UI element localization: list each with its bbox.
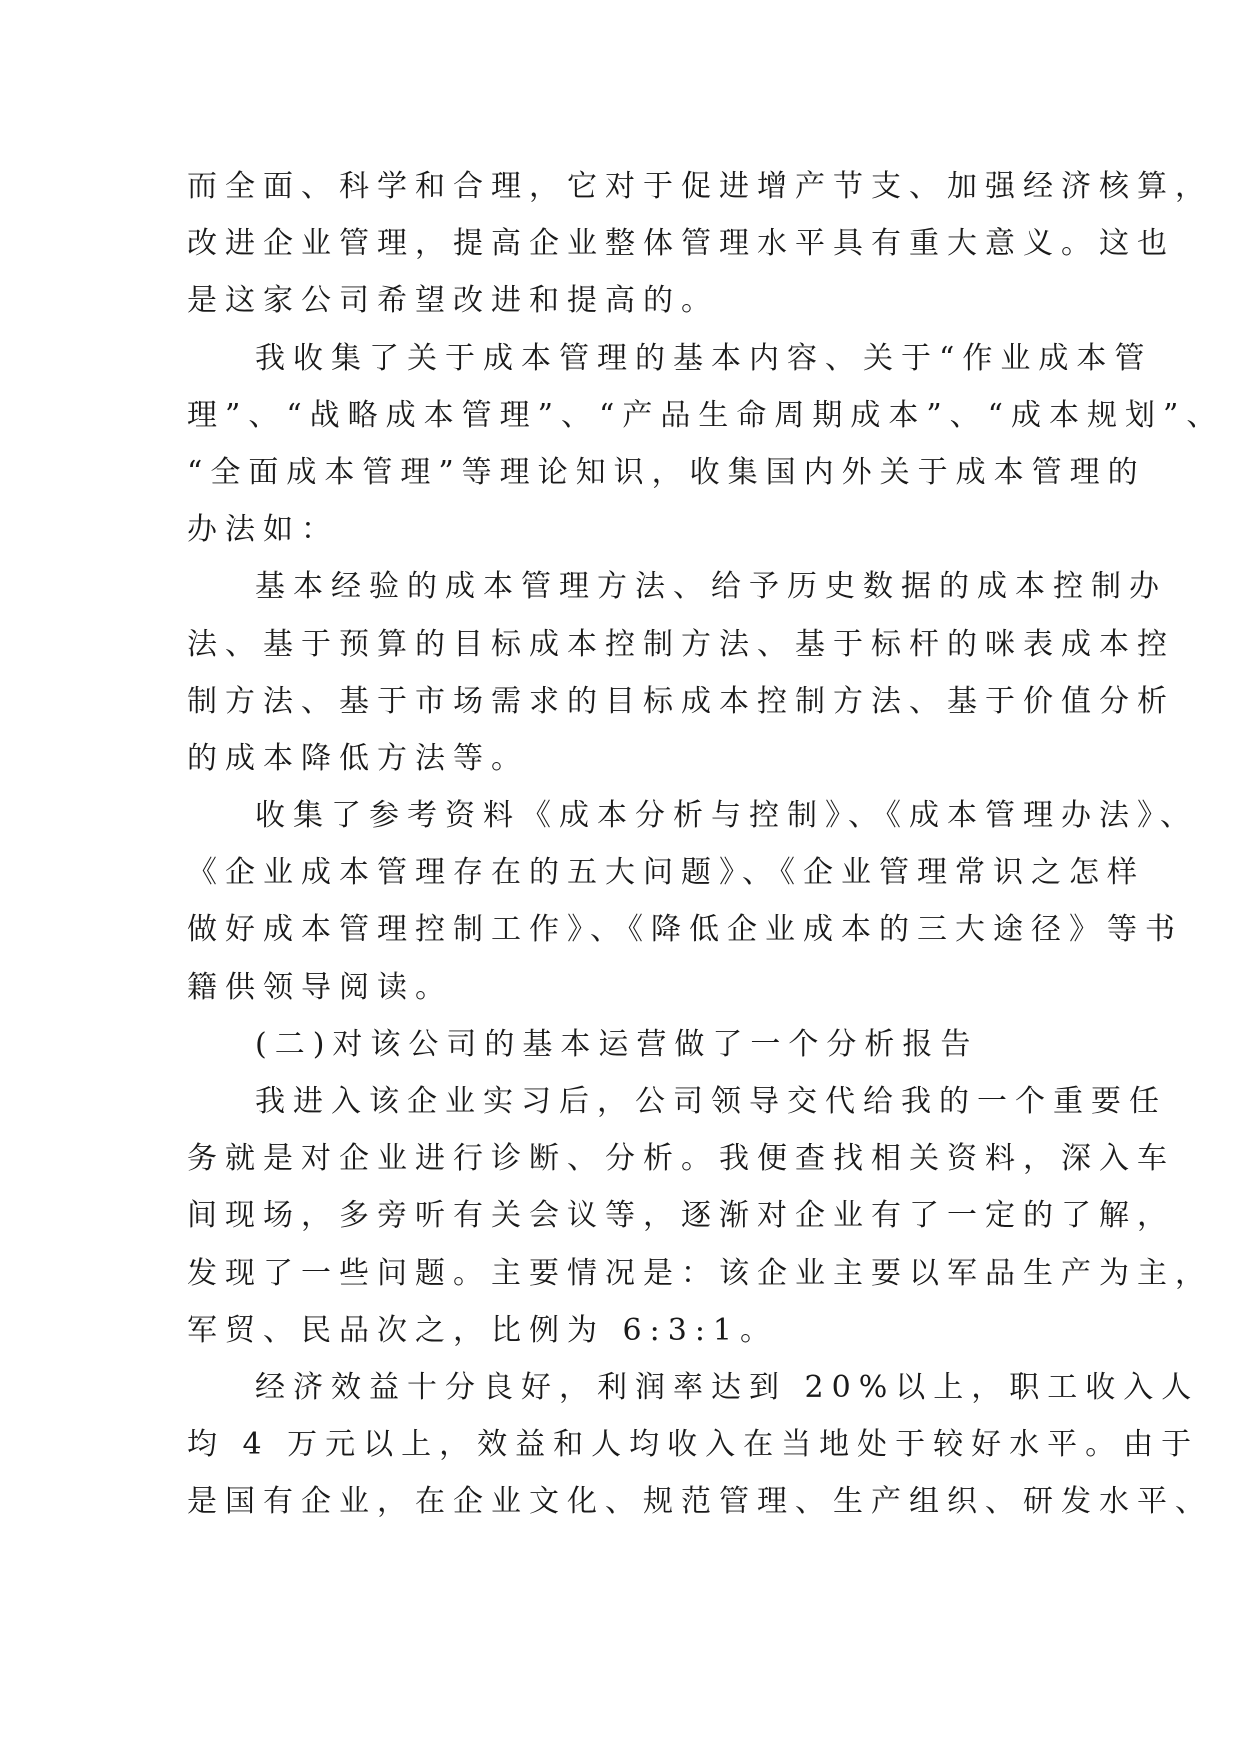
text-line: 的成本降低方法等。 bbox=[187, 740, 529, 776]
text-line: 军贸、民品次之，比例为 6:3:1。 bbox=[187, 1312, 779, 1348]
text-line: 法、基于预算的目标成本控制方法、基于标杆的咪表成本控 bbox=[187, 626, 1175, 662]
text-line: 基本经验的成本管理方法、给予历史数据的成本控制办 bbox=[255, 569, 1167, 605]
text-line: 改进企业管理，提高企业整体管理水平具有重大意义。这也 bbox=[187, 226, 1175, 262]
text-line: 发现了一些问题。主要情况是：该企业主要以军品生产为主， bbox=[187, 1255, 1213, 1291]
text-line: (二)对该公司的基本运营做了一个分析报告 bbox=[255, 1026, 979, 1062]
text-line: 是国有企业，在企业文化、规范管理、生产组织、研发水平、 bbox=[187, 1484, 1213, 1520]
text-line: 我进入该企业实习后，公司领导交代给我的一个重要任 bbox=[255, 1084, 1167, 1119]
text-line: 间现场，多旁听有关会议等，逐渐对企业有了一定的了解， bbox=[187, 1198, 1175, 1234]
text-line: 收集了参考资料《成本分析与控制》、《成本管理办法》、 bbox=[255, 798, 1198, 834]
text-line: 是这家公司希望改进和提高的。 bbox=[187, 283, 719, 319]
text-line: 均 4 万元以上，效益和人均收入在当地处于较好水平。由于 bbox=[187, 1427, 1200, 1463]
text-line: 办法如： bbox=[187, 512, 339, 548]
text-line: 务就是对企业进行诊断、分析。我便查找相关资料，深入车 bbox=[187, 1141, 1175, 1177]
text-line: 籍供领导阅读。 bbox=[187, 969, 453, 1005]
text-line: 理”、“战略成本管理”、“产品生命周期成本”、“成本规划”、 bbox=[187, 397, 1225, 433]
text-line: 我收集了关于成本管理的基本内容、关于“作业成本管 bbox=[255, 340, 1153, 376]
text-line: 经济效益十分良好，利润率达到 20%以上，职工收入人 bbox=[255, 1369, 1200, 1405]
text-line: 《企业成本管理存在的五大问题》、《企业管理常识之怎样 bbox=[187, 855, 1145, 891]
body-text bbox=[187, 158, 1225, 1531]
text-line: 制方法、基于市场需求的目标成本控制方法、基于价值分析 bbox=[187, 683, 1175, 719]
text-line: 做好成本管理控制工作》、《降低企业成本的三大途径》等书 bbox=[187, 912, 1183, 948]
text-line: 而全面、科学和合理，它对于促进增产节支、加强经济核算， bbox=[187, 169, 1213, 204]
text-line: “全面成本管理”等理论知识，收集国内外关于成本管理的 bbox=[187, 454, 1146, 490]
